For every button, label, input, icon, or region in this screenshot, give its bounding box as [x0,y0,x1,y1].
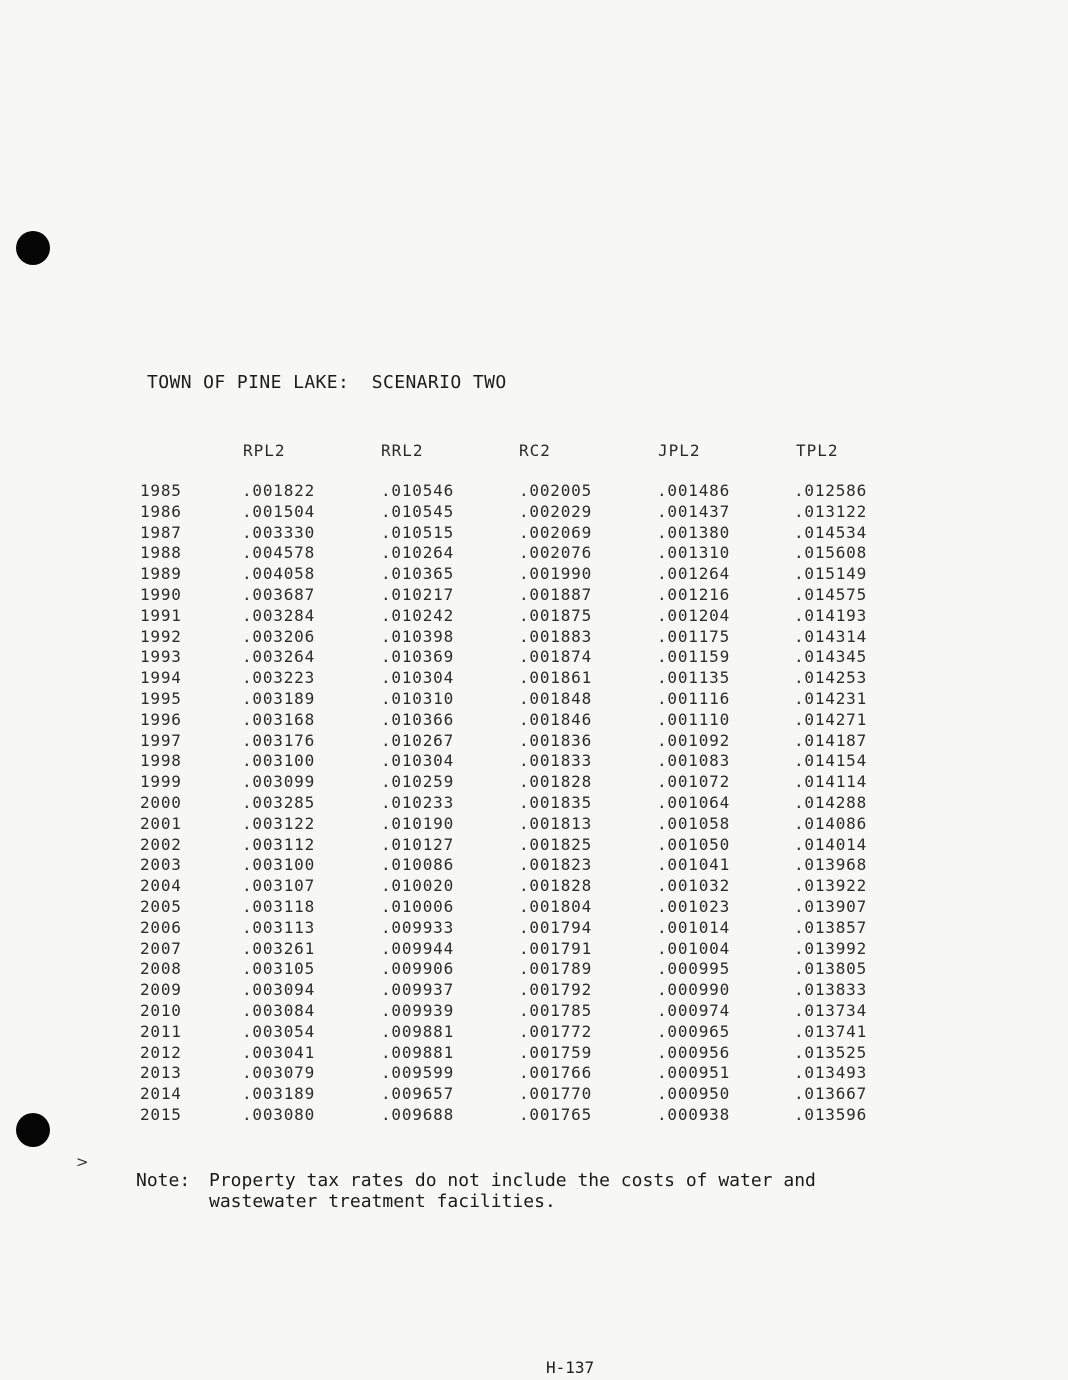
value-cell: .001825 [519,834,593,854]
year-cell: 1990 [140,584,182,604]
value-cell: .003100 [242,751,316,771]
value-cell: .001135 [657,668,731,688]
value-cell: .003176 [242,730,316,750]
year-cell: 1989 [140,564,182,584]
value-cell: .001014 [657,917,731,937]
value-cell: .001823 [519,855,593,875]
value-cell: .003112 [242,834,316,854]
value-cell: .014154 [794,751,868,771]
year-cell: 1991 [140,605,182,625]
value-cell: .010086 [381,855,455,875]
value-cell: .001110 [657,709,731,729]
table-row [140,1001,894,1022]
value-cell: .001437 [657,501,731,521]
value-cell: .014086 [794,813,868,833]
value-cell: .003100 [242,855,316,875]
value-cell: .001204 [657,605,731,625]
value-cell: .010020 [381,876,455,896]
table-row [140,564,894,585]
value-cell: .003113 [242,917,316,937]
document-title: TOWN OF PINE LAKE: SCENARIO TWO [147,372,507,393]
value-cell: .010267 [381,730,455,750]
table-row [140,647,894,668]
year-cell: 1996 [140,709,182,729]
table-row [140,710,894,731]
value-cell: .001785 [519,1000,593,1020]
value-cell: .003107 [242,876,316,896]
value-cell: .001887 [519,584,593,604]
table-row [140,668,894,689]
note-text: Property tax rates do not include the costs of water and wastewater treatment facilities. [209,1170,816,1212]
value-cell: .010242 [381,605,455,625]
value-cell: .003041 [242,1042,316,1062]
value-cell: .013857 [794,917,868,937]
punch-hole-top [16,231,50,265]
value-cell: .001813 [519,813,593,833]
table-row [140,523,894,544]
table-row [140,855,894,876]
value-cell: .010127 [381,834,455,854]
value-cell: .010366 [381,709,455,729]
value-cell: .001004 [657,938,731,958]
value-cell: .003122 [242,813,316,833]
column-header-rrl2: RRL2 [381,441,424,460]
value-cell: .003206 [242,626,316,646]
table-row [140,606,894,627]
value-cell: .014193 [794,605,868,625]
value-cell: .014114 [794,772,868,792]
value-cell: .013596 [794,1104,868,1124]
value-cell: .013667 [794,1084,868,1104]
value-cell: .003099 [242,772,316,792]
table-row [140,731,894,752]
value-cell: .001794 [519,917,593,937]
value-cell: .003285 [242,792,316,812]
value-cell: .014231 [794,688,868,708]
value-cell: .003330 [242,522,316,542]
value-cell: .002076 [519,543,593,563]
value-cell: .003105 [242,959,316,979]
value-cell: .001032 [657,876,731,896]
value-cell: .000950 [657,1084,731,1104]
value-cell: .001058 [657,813,731,833]
table-row [140,918,894,939]
value-cell: .001486 [657,481,731,500]
value-cell: .010369 [381,647,455,667]
table-row [140,751,894,772]
value-cell: .001765 [519,1104,593,1124]
value-cell: .000938 [657,1104,731,1124]
value-cell: .014314 [794,626,868,646]
value-cell: .001766 [519,1063,593,1083]
year-cell: 1999 [140,772,182,792]
table-row [140,876,894,897]
value-cell: .014534 [794,522,868,542]
value-cell: .001050 [657,834,731,854]
value-cell: .001159 [657,647,731,667]
table-row [140,772,894,793]
value-cell: .014288 [794,792,868,812]
year-cell: 2003 [140,855,182,875]
value-cell: .001828 [519,876,593,896]
value-cell: .003080 [242,1104,316,1124]
value-cell: .012586 [794,481,868,500]
value-cell: .003189 [242,1084,316,1104]
value-cell: .009881 [381,1042,455,1062]
value-cell: .001822 [242,481,316,500]
value-cell: .010515 [381,522,455,542]
value-cell: .014014 [794,834,868,854]
value-cell: .013734 [794,1000,868,1020]
value-cell: .009599 [381,1063,455,1083]
value-cell: .015149 [794,564,868,584]
table-row [140,793,894,814]
value-cell: .002005 [519,481,593,500]
value-cell: .001836 [519,730,593,750]
value-cell: .010304 [381,751,455,771]
value-cell: .013741 [794,1021,868,1041]
value-cell: .001772 [519,1021,593,1041]
punch-hole-bottom [16,1113,50,1147]
table-row [140,959,894,980]
year-cell: 2010 [140,1000,182,1020]
value-cell: .001833 [519,751,593,771]
value-cell: .001848 [519,688,593,708]
value-cell: .009657 [381,1084,455,1104]
value-cell: .010264 [381,543,455,563]
year-cell: 2012 [140,1042,182,1062]
value-cell: .003168 [242,709,316,729]
table-row [140,939,894,960]
value-cell: .014575 [794,584,868,604]
year-cell: 2004 [140,876,182,896]
table-row [140,585,894,606]
value-cell: .001861 [519,668,593,688]
value-cell: .010217 [381,584,455,604]
year-cell: 1985 [140,481,182,500]
column-header-rpl2: RPL2 [243,441,286,460]
value-cell: .014187 [794,730,868,750]
value-cell: .009906 [381,959,455,979]
value-cell: .001791 [519,938,593,958]
year-cell: 1995 [140,688,182,708]
table-row [140,1105,894,1126]
value-cell: .001310 [657,543,731,563]
value-cell: .003118 [242,896,316,916]
value-cell: .002069 [519,522,593,542]
value-cell: .010398 [381,626,455,646]
value-cell: .004578 [242,543,316,563]
table-row [140,1022,894,1043]
value-cell: .010006 [381,896,455,916]
year-cell: 2011 [140,1021,182,1041]
year-cell: 1997 [140,730,182,750]
year-cell: 1994 [140,668,182,688]
table-row [140,835,894,856]
year-cell: 2006 [140,917,182,937]
value-cell: .001792 [519,980,593,1000]
value-cell: .013968 [794,855,868,875]
value-cell: .001264 [657,564,731,584]
value-cell: .003189 [242,688,316,708]
year-cell: 2013 [140,1063,182,1083]
year-cell: 1992 [140,626,182,646]
table-row [140,689,894,710]
year-cell: 2000 [140,792,182,812]
year-cell: 2015 [140,1104,182,1124]
value-cell: .013493 [794,1063,868,1083]
table-row [140,814,894,835]
value-cell: .002029 [519,501,593,521]
value-cell: .000995 [657,959,731,979]
value-cell: .001874 [519,647,593,667]
value-cell: .001846 [519,709,593,729]
value-cell: .001835 [519,792,593,812]
value-cell: .009937 [381,980,455,1000]
value-cell: .009688 [381,1104,455,1124]
value-cell: .001092 [657,730,731,750]
value-cell: .003223 [242,668,316,688]
note-label: Note: [136,1170,191,1191]
table-row [140,627,894,648]
value-cell: .003261 [242,938,316,958]
value-cell: .001789 [519,959,593,979]
value-cell: .001083 [657,751,731,771]
year-cell: 2005 [140,896,182,916]
column-header-tpl2: TPL2 [796,441,839,460]
value-cell: .013833 [794,980,868,1000]
value-cell: .001072 [657,772,731,792]
value-cell: .000974 [657,1000,731,1020]
value-cell: .001175 [657,626,731,646]
value-cell: .001990 [519,564,593,584]
value-cell: .004058 [242,564,316,584]
value-cell: .003264 [242,647,316,667]
value-cell: .014345 [794,647,868,667]
page-number: H-137 [546,1358,595,1377]
table-row [140,1043,894,1064]
value-cell: .001504 [242,501,316,521]
value-cell: .003054 [242,1021,316,1041]
value-cell: .013922 [794,876,868,896]
value-cell: .003079 [242,1063,316,1083]
table-row [140,481,894,502]
year-cell: 2008 [140,959,182,979]
margin-marker: > [76,1153,89,1171]
value-cell: .010310 [381,688,455,708]
year-cell: 2007 [140,938,182,958]
value-cell: .013122 [794,501,868,521]
value-cell: .003687 [242,584,316,604]
value-cell: .003084 [242,1000,316,1020]
year-cell: 1987 [140,522,182,542]
value-cell: .013907 [794,896,868,916]
data-table [140,481,894,1126]
value-cell: .000990 [657,980,731,1000]
table-row [140,897,894,918]
value-cell: .010190 [381,813,455,833]
value-cell: .010365 [381,564,455,584]
value-cell: .013805 [794,959,868,979]
table-row [140,543,894,564]
value-cell: .010545 [381,501,455,521]
value-cell: .001041 [657,855,731,875]
value-cell: .014253 [794,668,868,688]
column-header-rc2: RC2 [519,441,551,460]
table-row [140,1084,894,1105]
value-cell: .001216 [657,584,731,604]
value-cell: .010259 [381,772,455,792]
year-cell: 1993 [140,647,182,667]
table-row [140,980,894,1001]
value-cell: .001804 [519,896,593,916]
value-cell: .009944 [381,938,455,958]
value-cell: .001116 [657,688,731,708]
value-cell: .009933 [381,917,455,937]
year-cell: 2009 [140,980,182,1000]
value-cell: .009939 [381,1000,455,1020]
column-header-jpl2: JPL2 [658,441,701,460]
value-cell: .001883 [519,626,593,646]
value-cell: .003094 [242,980,316,1000]
value-cell: .001770 [519,1084,593,1104]
value-cell: .001875 [519,605,593,625]
value-cell: .015608 [794,543,868,563]
year-cell: 1998 [140,751,182,771]
year-cell: 1988 [140,543,182,563]
value-cell: .001023 [657,896,731,916]
value-cell: .009881 [381,1021,455,1041]
value-cell: .000956 [657,1042,731,1062]
value-cell: .010233 [381,792,455,812]
table-row [140,1063,894,1084]
value-cell: .013992 [794,938,868,958]
value-cell: .001759 [519,1042,593,1062]
value-cell: .013525 [794,1042,868,1062]
table-row [140,502,894,523]
value-cell: .001064 [657,792,731,812]
year-cell: 2001 [140,813,182,833]
value-cell: .010546 [381,481,455,500]
value-cell: .000965 [657,1021,731,1041]
value-cell: .014271 [794,709,868,729]
value-cell: .001828 [519,772,593,792]
value-cell: .000951 [657,1063,731,1083]
year-cell: 2014 [140,1084,182,1104]
value-cell: .010304 [381,668,455,688]
year-cell: 2002 [140,834,182,854]
value-cell: .003284 [242,605,316,625]
value-cell: .001380 [657,522,731,542]
year-cell: 1986 [140,501,182,521]
